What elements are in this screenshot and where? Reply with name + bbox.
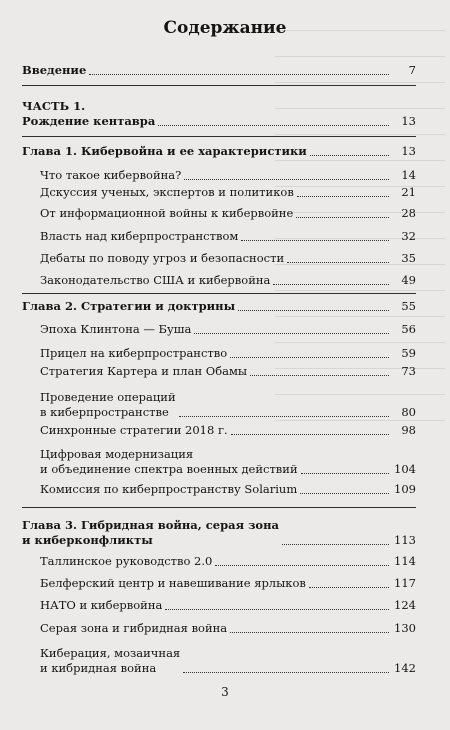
- toc-entry: [40, 447, 416, 477]
- toc-entry-chapter-2: [22, 299, 416, 314]
- toc-entry-text: Дебаты по поводу угроз и безопасности: [40, 251, 285, 265]
- toc-page-number: 14: [401, 168, 416, 182]
- leader-dots: [183, 672, 389, 673]
- toc-entry: [40, 554, 416, 569]
- section-divider: [22, 136, 416, 137]
- toc-page-number: 49: [401, 273, 416, 287]
- toc-entry-text: Серая зона и гибридная война: [40, 621, 228, 635]
- toc-entry: [40, 598, 416, 613]
- leader-dots: [238, 310, 389, 311]
- toc-entry-chapter-3: [22, 518, 416, 548]
- leader-dots: [297, 196, 389, 197]
- toc-entry-text: Эпоха Клинтона — Буша: [40, 322, 192, 336]
- toc-entry: [40, 251, 416, 266]
- toc-entry: [40, 229, 416, 244]
- toc-page-number: 32: [401, 229, 416, 243]
- toc-entry-text: Проведение операций в киберпространстве: [40, 390, 176, 419]
- toc-entry-text: Цифровая модернизация и объединение спектра военных действий: [40, 447, 298, 476]
- toc-page-number: 56: [401, 322, 416, 336]
- toc-page-number: 114: [394, 554, 416, 568]
- toc-entry-text: Глава 2. Стратегии и доктрины: [22, 299, 236, 313]
- toc-entry: [40, 646, 416, 676]
- leader-dots: [282, 544, 389, 545]
- leader-dots: [184, 179, 389, 180]
- toc-page-number: 28: [401, 206, 416, 220]
- toc-entry-text: Комиссия по киберпространству Solarium: [40, 482, 298, 496]
- toc-entry: [40, 423, 416, 438]
- toc-page-number: 21: [401, 185, 416, 199]
- toc-page-number: 98: [401, 423, 416, 437]
- toc-page-number: 104: [394, 462, 416, 476]
- toc-entry-introduction: [22, 63, 416, 78]
- toc-entry-text: Прицел на киберпространство: [40, 346, 228, 360]
- leader-dots: [215, 565, 389, 566]
- toc-entry-text: От информационной войны к кибервойне: [40, 206, 294, 220]
- toc-entry-text: Таллинское руководство 2.0: [40, 554, 213, 568]
- section-divider: [22, 85, 416, 86]
- toc-entry-text: Глава 1. Кибервойна и ее характеристики: [22, 144, 307, 158]
- toc-entry: [40, 273, 416, 288]
- toc-entry: [40, 576, 416, 591]
- toc-page-number: 109: [394, 482, 416, 496]
- leader-dots: [301, 473, 389, 474]
- toc-entry-text: НАТО и кибервойна: [40, 598, 163, 612]
- toc-page-number: 7: [408, 63, 416, 77]
- section-divider: [22, 507, 416, 508]
- leader-dots: [241, 240, 389, 241]
- leader-dots: [230, 632, 389, 633]
- toc-entry: [40, 206, 416, 221]
- toc-entry: [40, 185, 416, 200]
- toc-page-number: 113: [394, 533, 416, 547]
- page-number-footer: 3: [221, 685, 229, 699]
- leader-dots: [194, 333, 389, 334]
- toc-page-number: 124: [394, 598, 416, 612]
- toc-entry-text: Власть над киберпространством: [40, 229, 239, 243]
- toc-entry: [40, 621, 416, 636]
- leader-dots: [165, 609, 389, 610]
- toc-page-number: 55: [401, 299, 416, 313]
- toc-entry-text: Стратегия Картера и план Обамы: [40, 364, 248, 378]
- toc-entry-chapter-1: [22, 144, 416, 159]
- section-divider: [22, 293, 416, 294]
- toc-page-number: 142: [394, 661, 416, 675]
- toc-entry-text: ЧАСТЬ 1. Рождение кентавра: [22, 99, 156, 128]
- toc-entry-text: Что такое кибервойна?: [40, 168, 182, 182]
- leader-dots: [231, 434, 389, 435]
- toc-entry: [40, 346, 416, 361]
- leader-dots: [230, 357, 389, 358]
- toc-page-number: 80: [401, 405, 416, 419]
- toc-page-number: 73: [401, 364, 416, 378]
- toc-entry-text: Дскуссия ученых, экспертов и политиков: [40, 185, 294, 199]
- toc-entry-text: Белферский центр и навешивание ярлыков: [40, 576, 306, 590]
- toc-page-number: 13: [401, 114, 416, 128]
- toc-page-number: 117: [394, 576, 416, 590]
- leader-dots: [309, 587, 389, 588]
- toc-page-number: 35: [401, 251, 416, 265]
- leader-dots: [179, 416, 389, 417]
- toc-page-number: 13: [401, 144, 416, 158]
- leader-dots: [250, 375, 389, 376]
- toc-entry-text: Глава 3. Гибридная война, серая зона и киберконфликты: [22, 518, 279, 547]
- toc-entry: [40, 364, 416, 379]
- toc-entry: [40, 322, 416, 337]
- toc-page-number: 130: [394, 621, 416, 635]
- toc-entry-text: Законодательство США и кибервойна: [40, 273, 271, 287]
- toc-entry-text: Киберация, мозаичная и кибридная война: [40, 646, 181, 675]
- leader-dots: [300, 493, 389, 494]
- leader-dots: [296, 217, 389, 218]
- toc-entry: [40, 390, 416, 420]
- leader-dots: [89, 74, 389, 75]
- leader-dots: [310, 155, 389, 156]
- toc-entry-text: Введение: [22, 63, 87, 77]
- toc-entry: [40, 482, 416, 497]
- leader-dots: [287, 262, 389, 263]
- leader-dots: [158, 125, 389, 126]
- toc-entry-text: Синхронные стратегии 2018 г.: [40, 423, 228, 437]
- page-title: Содержание: [163, 18, 287, 38]
- leader-dots: [273, 284, 389, 285]
- toc-page-number: 59: [401, 346, 416, 360]
- toc-entry: [40, 168, 416, 183]
- toc-entry-part-1: [22, 99, 416, 129]
